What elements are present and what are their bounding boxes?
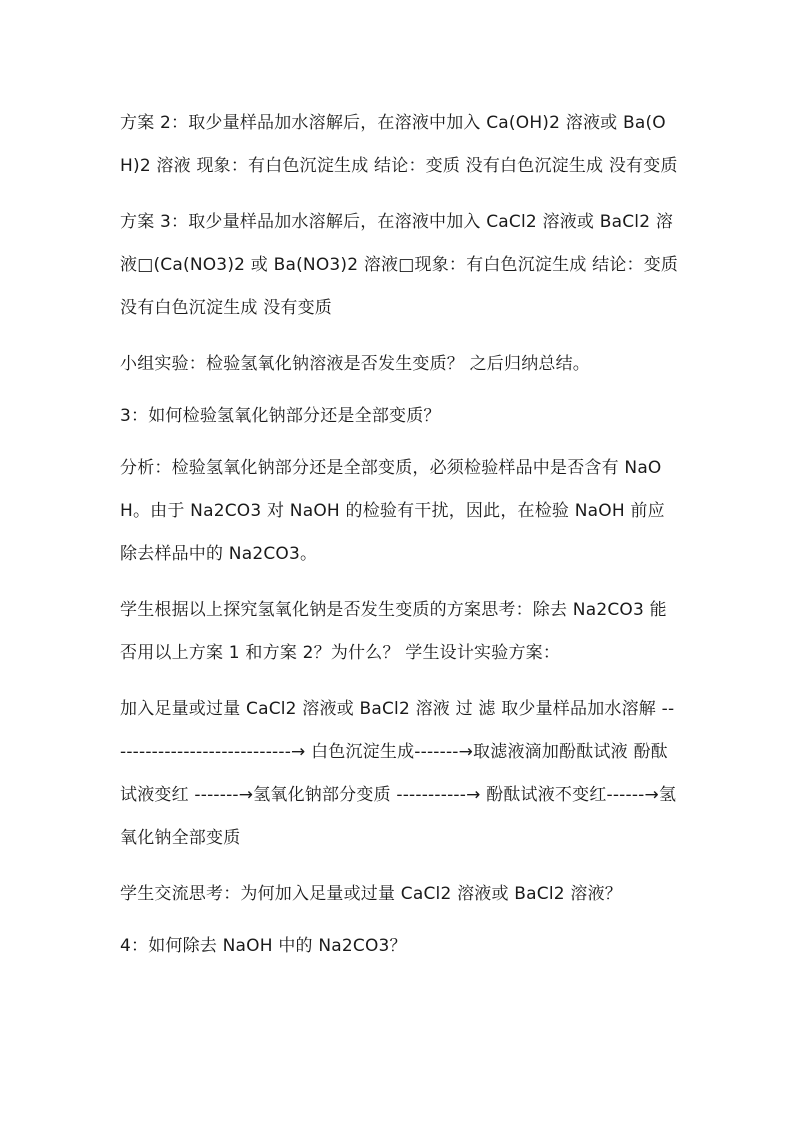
question-3-heading: 3：如何检验氢氧化钠部分还是全部变质？ bbox=[120, 406, 441, 426]
document-body bbox=[120, 102, 680, 977]
paragraph-student-discussion: 学生交流思考：为何加入足量或过量 CaCl2 溶液或 BaCl2 溶液？ bbox=[120, 884, 623, 904]
paragraph-group-experiment: 小组实验：检验氢氧化钠溶液是否发生变质？ 之后归纳总结。 bbox=[120, 354, 591, 374]
paragraph-analysis: 分析：检验氢氧化钠部分还是全部变质，必须检验样品中是否含有 NaOH。由于 Na2CO3 对 NaOH 的检验有干扰，因此，在检验 NaOH 前应除去样品中的 Na2CO3。 bbox=[120, 458, 665, 564]
paragraph-plan-3: 方案 3：取少量样品加水溶解后，在溶液中加入 CaCl2 溶液或 BaCl2 溶液□(Ca(NO3)2 或 Ba(NO3)2 溶液□现象：有白色沉淀生成 结论：变质 没有白色沉淀生成 没有变质 bbox=[120, 212, 679, 318]
paragraph-plan-2: 方案 2：取少量样品加水溶解后，在溶液中加入 Ca(OH)2 溶液或 Ba(OH)2 溶液 现象：有白色沉淀生成 结论：变质 没有白色沉淀生成 没有变质 bbox=[120, 113, 678, 176]
paragraph-student-thinking: 学生根据以上探究氢氧化钠是否发生变质的方案思考：除去 Na2CO3 能否用以上方案 1 和方案 2？为什么？ 学生设计实验方案： bbox=[120, 600, 667, 663]
paragraph-experiment-flow: 加入足量或过量 CaCl2 溶液或 BaCl2 溶液 过 滤 取少量样品加水溶解 -----------------------------→ 白色沉淀生成-------→取滤液滴加酚酞试液 酚酞试液变红 -------→氢氧化钠部分变质 -----------→ 酚酞试液不变红------→氢氧化钠全部变质 bbox=[120, 699, 677, 848]
question-4-heading: 4：如何除去 NaOH 中的 Na2CO3？ bbox=[120, 936, 407, 956]
